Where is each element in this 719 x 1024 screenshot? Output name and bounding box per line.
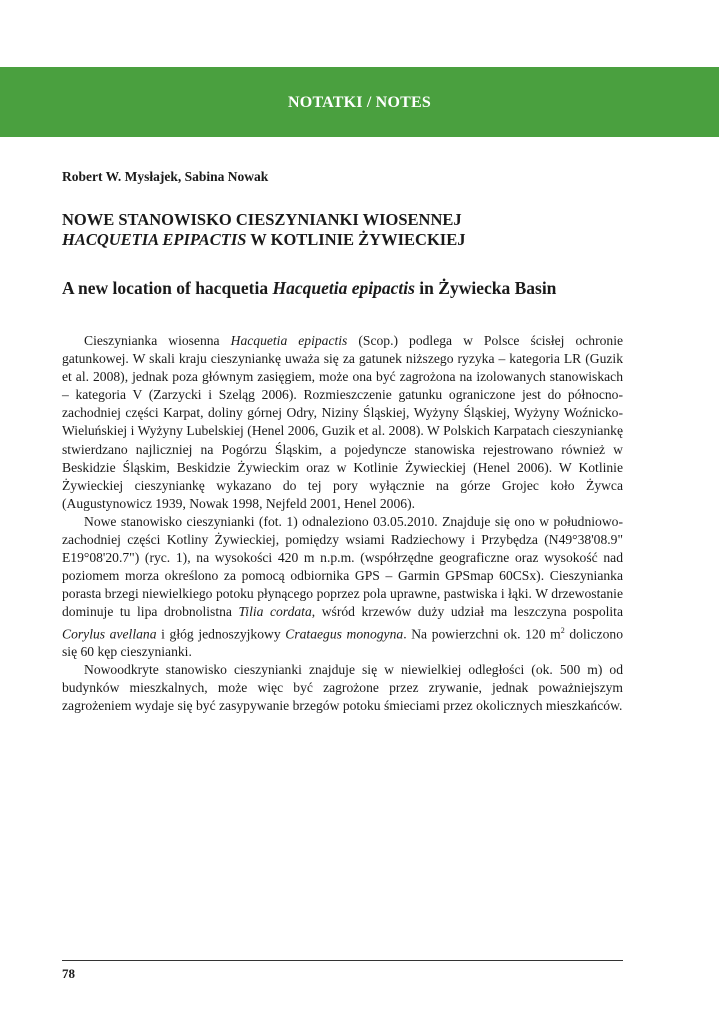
paragraph-2 xyxy=(62,513,623,661)
section-banner xyxy=(0,67,719,137)
title-pl-line-2-rest: W KOTLINIE ŻYWIECKIEJ xyxy=(246,230,466,249)
article-title-english xyxy=(62,277,662,299)
section-title: NOTATKI / NOTES xyxy=(288,94,431,111)
page-number: 78 xyxy=(62,966,75,981)
title-en-pre: A new location of hacquetia xyxy=(62,278,273,298)
paragraph-1 xyxy=(62,332,623,513)
paragraph-3 xyxy=(62,661,623,715)
title-pl-line-1: NOWE STANOWISKO CIESZYNIANKI WIOSENNEJ xyxy=(62,210,462,229)
title-pl-line-2 xyxy=(62,230,662,250)
p2-text-4: . Na powierzchni ok. 120 m xyxy=(403,626,561,642)
p1-species-name: Hacquetia epipactis xyxy=(230,333,348,348)
title-pl-species: HACQUETIA EPIPACTIS xyxy=(62,230,247,249)
p1-text-1: Cieszynianka wiosenna xyxy=(84,333,231,348)
footer-divider xyxy=(62,960,623,961)
p2-text-1: Nowe stanowisko cieszynianki (fot. 1) odnaleziono 03.05.2010. Znajduje się ono w południowo-zachodniej części Kotliny Żywieckiej, pomiędzy wsiami Radziechowy i Przybędza (N49°38'08.9" E19°08'20.7") (ryc. 1), na wysokości 420 m n.p.m. (współrzędne geograficzne oraz wysokość nad poziomem morza określono za pomocą odbiornika GPS – Garmin GPSmap 60CSx). Cieszynianka porasta brzegi niewielkiego potoku płynącego poprzez pola uprawne, pastwiska i łąki. W drzewostanie dominuje tu lipa drobnolistna xyxy=(62,513,623,620)
p3-text-1: Nowoodkryte stanowisko cieszynianki znajduje się w niewielkiej odległości (ok. 500 m) od budynków mieszkalnych, może więc być zagrożone przez zrywanie, jednak poważniejszym zagrożeniem wydaje się być zasypywanie brzegów potoku śmieciami przez okolicznych mieszkańców. xyxy=(62,662,623,714)
p2-text-5: doliczono się 60 kęp cieszynianki. xyxy=(62,626,623,660)
p2-text-3: i głóg jednoszyjkowy xyxy=(156,626,286,642)
article-title-polish xyxy=(62,210,662,250)
article-body xyxy=(62,332,623,716)
p2-text-2: , wśród krzewów duży udział ma leszczyna pospolita xyxy=(311,604,623,620)
p2-species-crataegus: Crataegus monogyna xyxy=(285,626,404,642)
p2-species-corylus: Corylus avellana xyxy=(62,626,157,642)
title-en-species: Hacquetia epipactis xyxy=(272,278,415,298)
title-en-post: in Żywiecka Basin xyxy=(414,278,557,298)
p2-species-tilia: Tilia cordata xyxy=(238,604,312,620)
p2-superscript: 2 xyxy=(560,625,565,635)
p1-text-2: (Scop.) podlega w Polsce ścisłej ochronie gatunkowej. W skali kraju cieszyniankę uważa się za gatunek niższego ryzyka – kategoria LR (Guzik et al. 2008), jednak poza głównym zasięgiem, może ona być zagrożona na izolowanych stanowiskach – kategoria V (Zarzycki i Szeląg 2006). Rozmieszczenie gatunku ograniczone jest do północno-zachodniej części Karpat, doliny górnej Odry, Niziny Śląskiej, Wyżyny Śląskiej, Wyżyny Woźnicko-Wieluńskiej i Wyżyny Lubelskiej (Henel 2006, Guzik et al. 2008). W Polskich Karpatach cieszyniankę stwierdzano najliczniej na Pogórzu Śląskim, a pojedyncze stanowiska rejestrowano również w Beskidzie Śląskim, Beskidzie Żywieckim oraz w Kotlinie Żywieckiej (Henel 2006). W Kotlinie Żywieckiej cieszyniankę wykazano do tej pory wyłącznie na górze Grojec koło Żywca (Augustynowicz 1939, Nowak 1998, Nejfeld 2001, Henel 2006). xyxy=(62,333,624,511)
article-authors: Robert W. Mysłajek, Sabina Nowak xyxy=(62,169,269,184)
